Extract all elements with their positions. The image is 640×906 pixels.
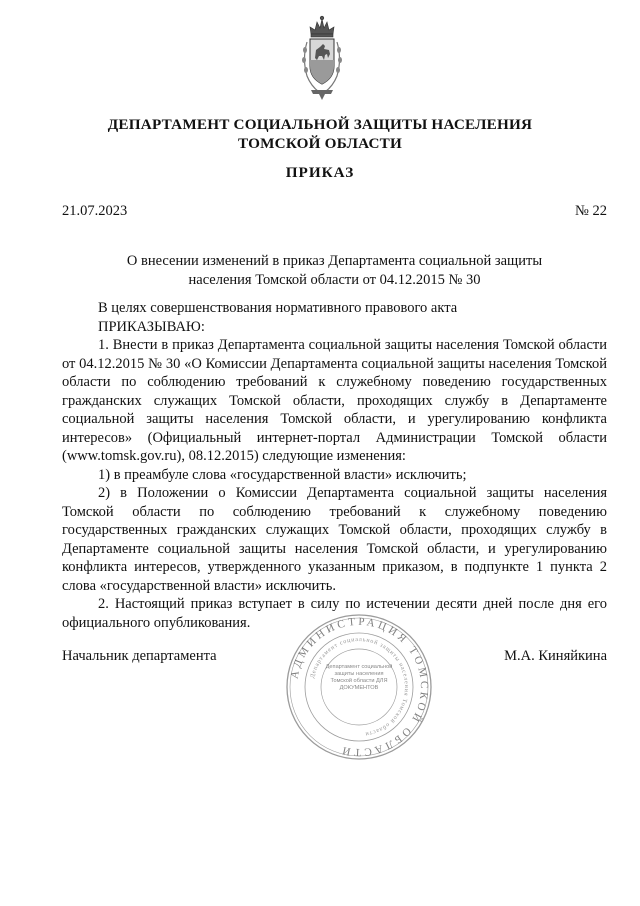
body-intro: В целях совершенствования нормативного правового акта <box>98 300 458 316</box>
document-body <box>62 299 607 632</box>
stamp-outer-text: АДМИНИСТРАЦИЯ ТОМСКОЙ ОБЛАСТИ <box>288 615 431 759</box>
organization-title-line1: ДЕПАРТАМЕНТ СОЦИАЛЬНОЙ ЗАЩИТЫ НАСЕЛЕНИЯ <box>107 116 533 133</box>
subject-line2: населения Томской области от 04.12.2015 № 30 <box>188 271 481 288</box>
body-paragraph-1-2: 2) в Положении о Комиссии Департамента социальной защиты населения Томской области по соблюдению требований к служебному поведению государственных гражданских служащих Томской области, проходящих службу в Департаменте социальной защиты населения Томской области, и урегулированию конфликта интересов, утвержденного указанным приказом, в подпункте 1 пункта 2 слова «государственной власти» исключить. <box>62 485 607 594</box>
stamp-inner-text: Департамент социальной защиты населения Томской области <box>309 636 410 737</box>
body-paragraph-2: 2. Настоящий приказ вступает в силу по истечении десяти дней после дня его официального опубликования. <box>62 596 607 631</box>
document-type: ПРИКАЗ <box>285 164 355 181</box>
stamp-center-text: Департамент социальной защиты населения Томской области ДЛЯ ДОКУМЕНТОВ <box>325 664 393 691</box>
body-paragraph-1-1: 1) в преамбуле слова «государственной власти» исключить; <box>98 466 467 483</box>
document-subject <box>62 252 607 289</box>
subject-line1: О внесении изменений в приказ Департамента социальной защиты <box>126 253 543 269</box>
tomsk-region-coat-of-arms-icon <box>301 14 343 100</box>
body-paragraph-1: 1. Внести в приказ Департамента социальной защиты населения Томской области от 04.12.2015 № 30 «О Комиссии Департамента социальной защиты населения Томской области по соблюдению требований к служебному поведению государственных гражданских служащих Томской области, проходящих службу в Департаменте социальной защиты населения Томской области, и урегулированию конфликта интересов» (Официальный интернет-портал Администрации Томской области (www.tomsk.gov.ru), 08.12.2015) следующие изменения: <box>62 337 607 464</box>
document-number: № 22 <box>575 203 607 219</box>
signatory-name: М.А. Киняйкина <box>504 648 607 664</box>
organization-title-line2: ТОМСКОЙ ОБЛАСТИ <box>237 135 403 152</box>
document-date: 21.07.2023 <box>62 203 128 219</box>
body-order-word: ПРИКАЗЫВАЮ: <box>98 318 205 335</box>
signatory-role: Начальник департамента <box>62 648 217 664</box>
round-seal-stamp-icon <box>284 612 434 762</box>
